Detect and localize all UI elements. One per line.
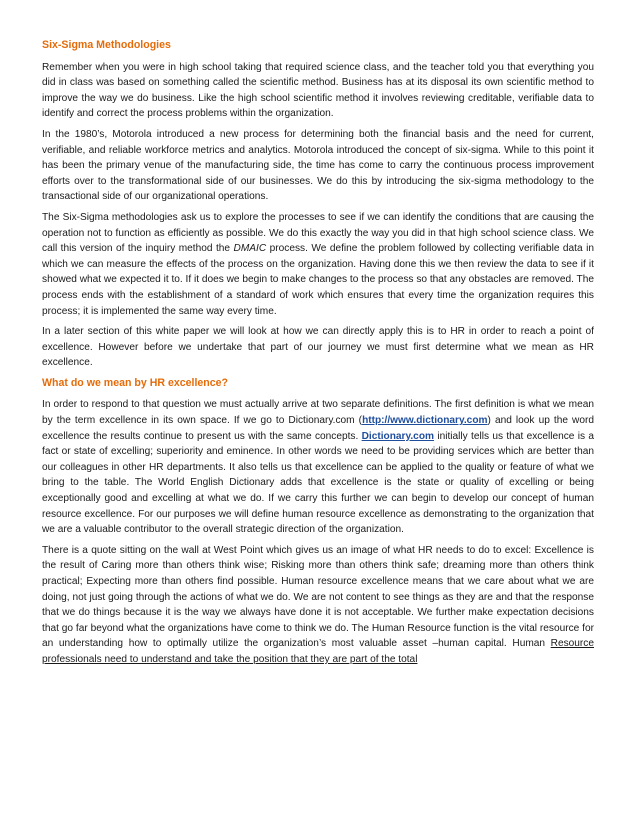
- paragraph-motorola: In the 1980’s, Motorola introduced a new process for determining both the financial basis and the need for current, verifiable, and reliable workforce metrics and analytics. Motorola introduced the concept of six-sigma. While to this point it has been the primary venue of the manufacturing side, the time has come to carry the continuous process improvement efforts over to the transformational side of our businesses. We do this by introducing the six-sigma methodology to the transactional side of our organizational operations.: [42, 128, 594, 203]
- dmaic-text-end: process. We define the problem followed by collecting verifiable data in which we can measure the effects of the process on the organization. Having done this we then review the data to see if it showed what we expected it to. If it does we begin to make changes to the process so that any obstacles are removed. The process ends with the establishment of a standard of work which ensures that every time the organization requires this process; it is implemented the same way every time.: [42, 243, 594, 317]
- paragraph-west-point-quote: [42, 543, 594, 668]
- section-heading-six-sigma: Six-Sigma Methodologies: [42, 39, 171, 51]
- definitions-text-start: In order to respond to that question we must actually arrive at two separate definitions. The first definition is what we mean by the term excellence in its own space. If we go to Dictionary.com (: [42, 399, 594, 427]
- dmaic-term: DMAIC: [233, 243, 267, 255]
- dictionary-url-link[interactable]: http://www.dictionary.com: [362, 415, 488, 427]
- paragraph-later-section: In a later section of this white paper we will look at how we can directly apply this is to HR in order to reach a point of excellence. However before we undertake that part of our journey we must first determine what we mean as HR excellence.: [42, 326, 594, 369]
- dictionary-com-link[interactable]: Dictionary.com: [361, 430, 435, 442]
- quote-text-underlined: Resource professionals need to understand and take the position that they are part of the total: [42, 638, 594, 665]
- document-page: [42, 38, 594, 673]
- definitions-text-end: initially tells us that excellence is a fact or state of excelling; superiority and eminence. In other words we need to be providing services which are better than our colleagues in other HR departments. It also tells us that excellence can be applied to the quality or feature of what we bring to the table. The World English Dictionary adds that excellence is the state or quality of excelling or being exceptionally good and excelling at what we do. If we carry this further we can begin to develop our concept of human resource excellence. For our purposes we will define human resource excellence as demonstrating to the organization that we are a valuable contributor to the overall strategic direction of the organization.: [42, 430, 594, 536]
- paragraph-dmaic: [42, 210, 594, 319]
- dmaic-text-start: The Six-Sigma methodologies ask us to explore the processes to see if we can identify the conditions that are causing the operation not to function as efficiently as possible. We do this exactly the way you did in that high school science class. We call this version of the inquiry method the: [42, 211, 594, 255]
- definitions-text-middle: ) and look up the word excellence the results continue to present us with the same concepts.: [42, 415, 594, 442]
- paragraph-scientific-method: Remember when you were in high school taking that required science class, and the teacher told you that everything you did in class was based on something called the scientific method. Business has at its disposal its own scientific method to improve the way we do business. Like the high school scientific method it involves reviewing creditable, verifiable data to identify and correct the process problems within the organization.: [42, 61, 594, 120]
- paragraph-definitions: [42, 397, 594, 537]
- quote-text: There is a quote sitting on the wall at West Point which gives us an image of what HR needs to do to excel: Excellence is the result of Caring more than others think wise; Risking more than others think safe; dreaming more than others think practical; Expecting more than others find possible. Human resource excellence means that we care about what we are doing, not just going through the actions of what we do. We are not content to see things as they are and that the response that we do things because it is the way we always have done it is not acceptable. We further make expectation decisions that go far beyond what the organizations have come to think we do. The Human Resource function is the vital resource for an understanding how to optimally utilize the organization’s most valuable asset –human capital. Human: [42, 544, 594, 650]
- section-heading-hr-excellence: What do we mean by HR excellence?: [42, 376, 229, 389]
